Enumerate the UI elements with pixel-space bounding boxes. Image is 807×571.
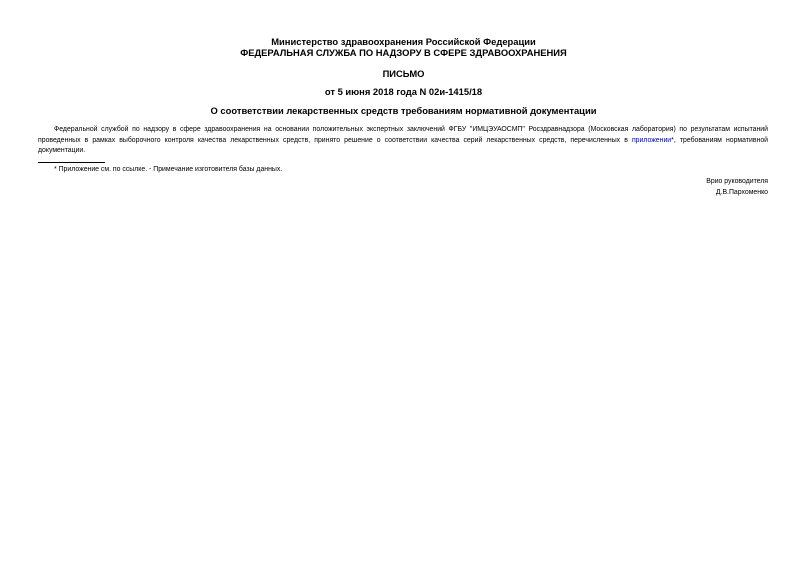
document-type: ПИСЬМО: [382, 68, 425, 79]
appendix-link[interactable]: приложении: [631, 136, 672, 144]
paragraph-text-start: Федеральной службой по надзору в сфере здравоохранения на основании положительных экспертных заключений ФГБУ "ИМЦЭУАОСМП" Росздравнадзора (Московская лаборатория) по результатам испытаний проведенных в рамках выборочного контроля качества лекарственных средств, принято решение о соответствии качества серий лекарственных средств, перечисленных в: [38, 126, 768, 144]
signature-block: [706, 177, 768, 198]
ministry-name: Министерство здравоохранения Российской Федерации: [271, 36, 536, 47]
footnote-marker: *: [671, 136, 674, 144]
footnote-divider: [38, 162, 105, 163]
main-paragraph: [38, 125, 768, 157]
document-date-number: от 5 июня 2018 года N 02и-1415/18: [324, 86, 483, 97]
service-name: ФЕДЕРАЛЬНАЯ СЛУЖБА ПО НАДЗОРУ В СФЕРЕ ЗДРАВООХРАНЕНИЯ: [240, 47, 567, 58]
signatory-name: Д.В.Пархоменко: [715, 188, 768, 196]
document-title: О соответствии лекарственных средств требованиям нормативной документации: [210, 105, 597, 116]
signatory-position: Врио руководителя: [706, 178, 768, 185]
footnote-text: * Приложение см. по ссылке. - Примечание изготовителя базы данных.: [54, 166, 283, 173]
paragraph-text-end: , требованиям нормативной документации.: [38, 136, 769, 155]
